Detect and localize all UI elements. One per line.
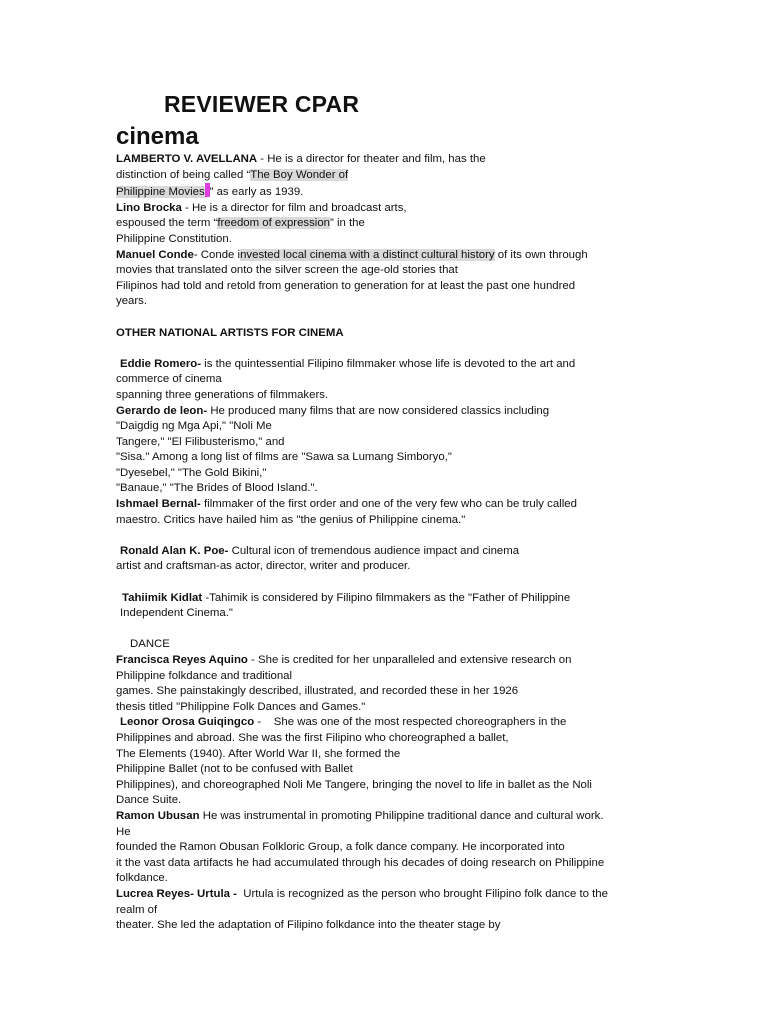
artist-name: Gerardo de leon- bbox=[116, 404, 208, 417]
artist-name: Ramon Ubusan bbox=[116, 809, 200, 822]
entry-bernal: Ishmael Bernal- filmmaker of the first order and one of the very few who can be truly called bbox=[116, 498, 577, 511]
artist-name: Francisca Reyes Aquino bbox=[116, 654, 248, 666]
entry-obusan: Ramon Ubusan He was instrumental in promoting Philippine traditional dance and cultural work. bbox=[116, 809, 604, 822]
document-body: LAMBERTO V. AVELLANA - He is a director for theater and film, has the distinction of being called “The Boy Wonder of Philippine Movies ” as early as 1939. Lino Brocka - He is a director for film and broadcast arts, espoused the term “freedom of expression” in the Philippine Constitution. Manuel Conde- Conde invested local cinema with a distinct cultural history of its own through movies that translated onto the silver screen the age-old stories that Filipinos had told and retold from generation to generation for at least the past one hundred years. OTHER NATIONAL ARTISTS FOR CINEMA Eddie Romero- is the quintessential Filipino filmmaker whose life is devoted to the art and commerce of cinema spanning three generations of filmmakers. Gerardo de leon- He produced many films that are now considered classics including "Daigdig ng Mga Api," "Noli Me Tangere," "El Filibusterismo," and "Sisa." Among a long list of films are "Sawa sa Lumang Simboryo," "Dyesebel," "The Gold Bikini," "Banaue," "The Brides of Blood Island.". Ishmael Bernal- filmmaker of the first order and one of the very few who can be truly called maestro. Critics have hailed him as "the genius of Philippine cinema." Ronald Alan K. Poe- Cultural icon of tremendous audience impact and cinema artist and craftsman-as actor, director, writer and producer. Tahiimik Kidlat -Tahimik is considered by Filipino filmmakers as the "Father of Philippine Independent Cinema." DANCE Francisca Reyes Aquino - She is credited for her unparalleled and extensive research on Philippine folkdance and traditional games. She painstakingly described, illustrated, and recorded these in her 1926 thesis titled "Philippine Folk Dances and Games." Leonor Orosa Guiqingco - She was one of the most respected choreographers in the Philippines and abroad. She was the first Filipino who choreographed a ballet, The Elements (1940). After World War II, she formed the Philippine Ballet (not to be confused with Ballet Philippines), and choreographed Noli Me Tangere, bringing the novel to life in ballet as the Noli Dance Suite. Ramon Ubusan He was instrumental in promoting Philippine traditional dance and cultural work. He founded the Ramon Obusan Folkloric Group, a folk dance company. He incorporated into it the vast data artifacts he had accumulated through his decades of doing research on Philippine folkdance. Lucrea Reyes- Urtula - Urtula is recognized as the person who brought Filipino folk dance to the realm of theater. She led the adaptation of Filipino folkdance into the theater stage by bbox=[116, 152, 656, 934]
highlight: freedom of expression bbox=[217, 217, 331, 230]
artist-name: Ronald Alan K. Poe- bbox=[120, 544, 229, 557]
artist-name: LAMBERTO V. AVELLANA bbox=[116, 153, 258, 165]
entry-aquino: Francisca Reyes Aquino - She is credited for her unparalleled and extensive research on bbox=[116, 654, 572, 666]
artist-name: Lino Brocka bbox=[116, 201, 182, 214]
entry-kidlat: Tahiimik Kidlat -Tahimik is considered by Filipino filmmakers as the "Father of Philippine bbox=[122, 591, 571, 604]
entry-guiqingco: Leonor Orosa Guiqingco - She was one of the most respected choreographers in the bbox=[120, 716, 567, 729]
heading-other-national-artists: OTHER NATIONAL ARTISTS FOR CINEMA bbox=[116, 326, 344, 339]
artist-name: Lucrea Reyes- Urtula - bbox=[116, 887, 237, 900]
entry-avellana: LAMBERTO V. AVELLANA - He is a director for theater and film, has the bbox=[116, 153, 486, 165]
entry-de-leon: Gerardo de leon- He produced many films that are now considered classics including bbox=[116, 404, 550, 417]
document-title: REVIEWER CPAR bbox=[164, 91, 360, 117]
highlight: The Boy Wonder of bbox=[250, 168, 349, 181]
artist-name: Eddie Romero- bbox=[120, 357, 202, 370]
artist-name: Ishmael Bernal- bbox=[116, 498, 201, 511]
entry-brocka: Lino Brocka - He is a director for film and broadcast arts, bbox=[116, 201, 407, 214]
heading-dance: DANCE bbox=[130, 638, 170, 651]
highlight: nvested local cinema with a distinct cultural history bbox=[240, 248, 495, 261]
entry-romero: Eddie Romero- is the quintessential Filipino filmmaker whose life is devoted to the art and bbox=[120, 357, 576, 370]
artist-name: Manuel Conde bbox=[116, 248, 194, 261]
highlight: Philippine Movies bbox=[116, 186, 205, 199]
section-title-cinema: cinema bbox=[116, 123, 199, 150]
entry-poe: Ronald Alan K. Poe- Cultural icon of tremendous audience impact and cinema bbox=[120, 544, 520, 557]
artist-name: Tahiimik Kidlat bbox=[122, 591, 203, 604]
artist-name: Leonor Orosa Guiqingco bbox=[120, 716, 255, 729]
entry-conde: Manuel Conde- Conde invested local cinema with a distinct cultural history of its own through bbox=[116, 248, 588, 261]
entry-urtula: Lucrea Reyes- Urtula - Urtula is recognized as the person who brought Filipino folk dance to the bbox=[116, 887, 608, 900]
